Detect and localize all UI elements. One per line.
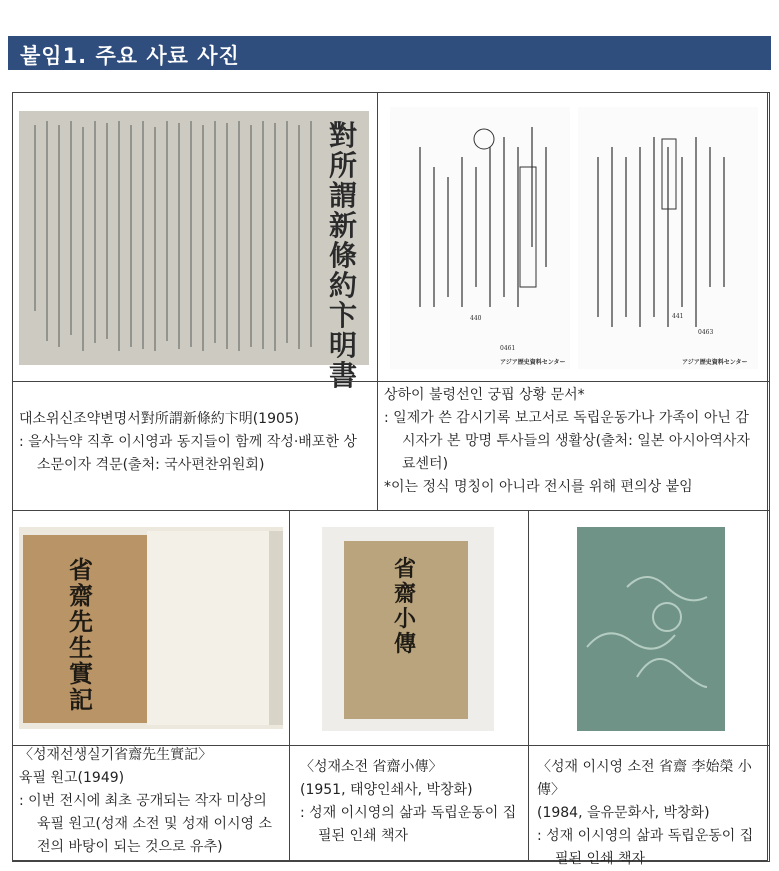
book2-photo-cell xyxy=(289,510,529,746)
doc2-page-number-left: 0461 xyxy=(500,345,516,352)
doc2-archive-stamp-right: アジア歴史資料センター xyxy=(682,359,748,366)
bullet-mark: : xyxy=(384,410,389,426)
book1-caption-desc xyxy=(19,790,283,859)
bullet-mark: : xyxy=(300,805,305,821)
doc2-photo-right xyxy=(578,107,758,369)
book2-caption-cell xyxy=(289,745,529,862)
book3-caption-desc-text: 성재 이시영의 삶과 독립운동이 집필된 인쇄 책자 xyxy=(546,828,754,867)
book3-caption-cell xyxy=(528,745,770,867)
manuscript-image xyxy=(19,111,369,365)
doc1-caption-title: 대소위신조약변명서對所謂新條約卞明(1905) xyxy=(19,411,300,427)
doc2-photo-cell xyxy=(377,92,770,382)
doc2-caption-desc xyxy=(384,407,762,476)
report-page-left-image xyxy=(390,107,570,369)
book2-caption xyxy=(300,756,522,848)
book3-caption-sub: (1984, 을유문화사, 박창화) xyxy=(537,805,710,821)
book2-caption-desc-text: 성재 이시영의 삶과 독립운동이 집필된 인쇄 책자 xyxy=(309,805,517,844)
book2-photo xyxy=(322,527,494,731)
book3-photo-cell xyxy=(528,510,770,746)
doc2-caption-desc-text: 일제가 쓴 감시기록 보고서로 독립운동가나 가족이 아닌 감시자가 본 망명 투사들의 생활상(출처: 일본 아시아역사자료센터) xyxy=(393,410,750,472)
book3-caption-title: 〈성재 이시영 소전 省齋 李始榮 小傳〉 xyxy=(537,759,752,798)
doc2-caption-cell xyxy=(377,381,770,511)
bullet-mark: : xyxy=(537,828,542,844)
book1-caption-title: 〈성재선생실기省齋先生實記〉 xyxy=(19,747,213,763)
doc1-photo-cell xyxy=(12,92,378,392)
report-page-right-image xyxy=(578,107,758,369)
doc2-archive-stamp-left: アジア歴史資料センター xyxy=(500,359,566,366)
doc2-caption-note: *이는 정식 명칭이 아니라 전시를 위해 편의상 붙임 xyxy=(384,479,693,495)
book-cover-image-green xyxy=(577,527,725,731)
book2-caption-sub: (1951, 태양인쇄사, 박창화) xyxy=(300,782,473,798)
book2-caption-desc xyxy=(300,802,522,848)
book1-caption xyxy=(19,744,283,859)
section-title-bar xyxy=(8,36,771,70)
doc1-photo xyxy=(19,111,369,392)
doc1-caption-desc-text: 을사늑약 직후 이시영과 동지들이 함께 작성·배포한 상소문이자 격문(출처: 국사편찬위원회) xyxy=(28,434,357,473)
book1-caption-sub: 육필 원고(1949) xyxy=(19,770,125,786)
book3-caption xyxy=(537,756,763,871)
open-manuscript-image xyxy=(19,527,283,729)
photo-table xyxy=(12,92,768,867)
doc2-page-number-right: 0463 xyxy=(698,329,714,336)
bullet-mark: : xyxy=(19,434,24,450)
book1-photo xyxy=(19,527,283,729)
book3-caption-desc xyxy=(537,825,763,871)
book1-caption-desc-text: 이번 전시에 최초 공개되는 작자 미상의 육필 원고(성재 소전 및 성재 이시영 소전의 바탕이 되는 것으로 유추) xyxy=(28,793,273,855)
doc2-caption xyxy=(384,384,762,499)
doc2-caption-title: 상하이 불령선인 궁핍 상황 문서* xyxy=(384,387,585,403)
doc1-caption-desc xyxy=(19,431,369,477)
doc2-photo-left xyxy=(390,107,570,369)
doc1-caption xyxy=(19,408,369,477)
book2-cover-text: 省齋小傳 xyxy=(394,556,417,657)
bullet-mark: : xyxy=(19,793,24,809)
book1-cover-text: 省齋先生實記 xyxy=(69,555,93,714)
doc1-heading-text: 對所謂新條約卞明書 xyxy=(329,119,358,392)
doc2-page-number-441: 441 xyxy=(672,313,684,320)
book2-caption-title: 〈성재소전 省齋小傳〉 xyxy=(300,759,443,775)
doc2-page-number-440: 440 xyxy=(470,315,482,322)
book3-photo xyxy=(577,527,725,731)
book1-caption-cell xyxy=(12,745,290,862)
doc1-caption-cell xyxy=(12,381,378,511)
section-title: 붙임1. 주요 사료 사진 xyxy=(20,44,240,68)
book1-photo-cell xyxy=(12,510,290,746)
